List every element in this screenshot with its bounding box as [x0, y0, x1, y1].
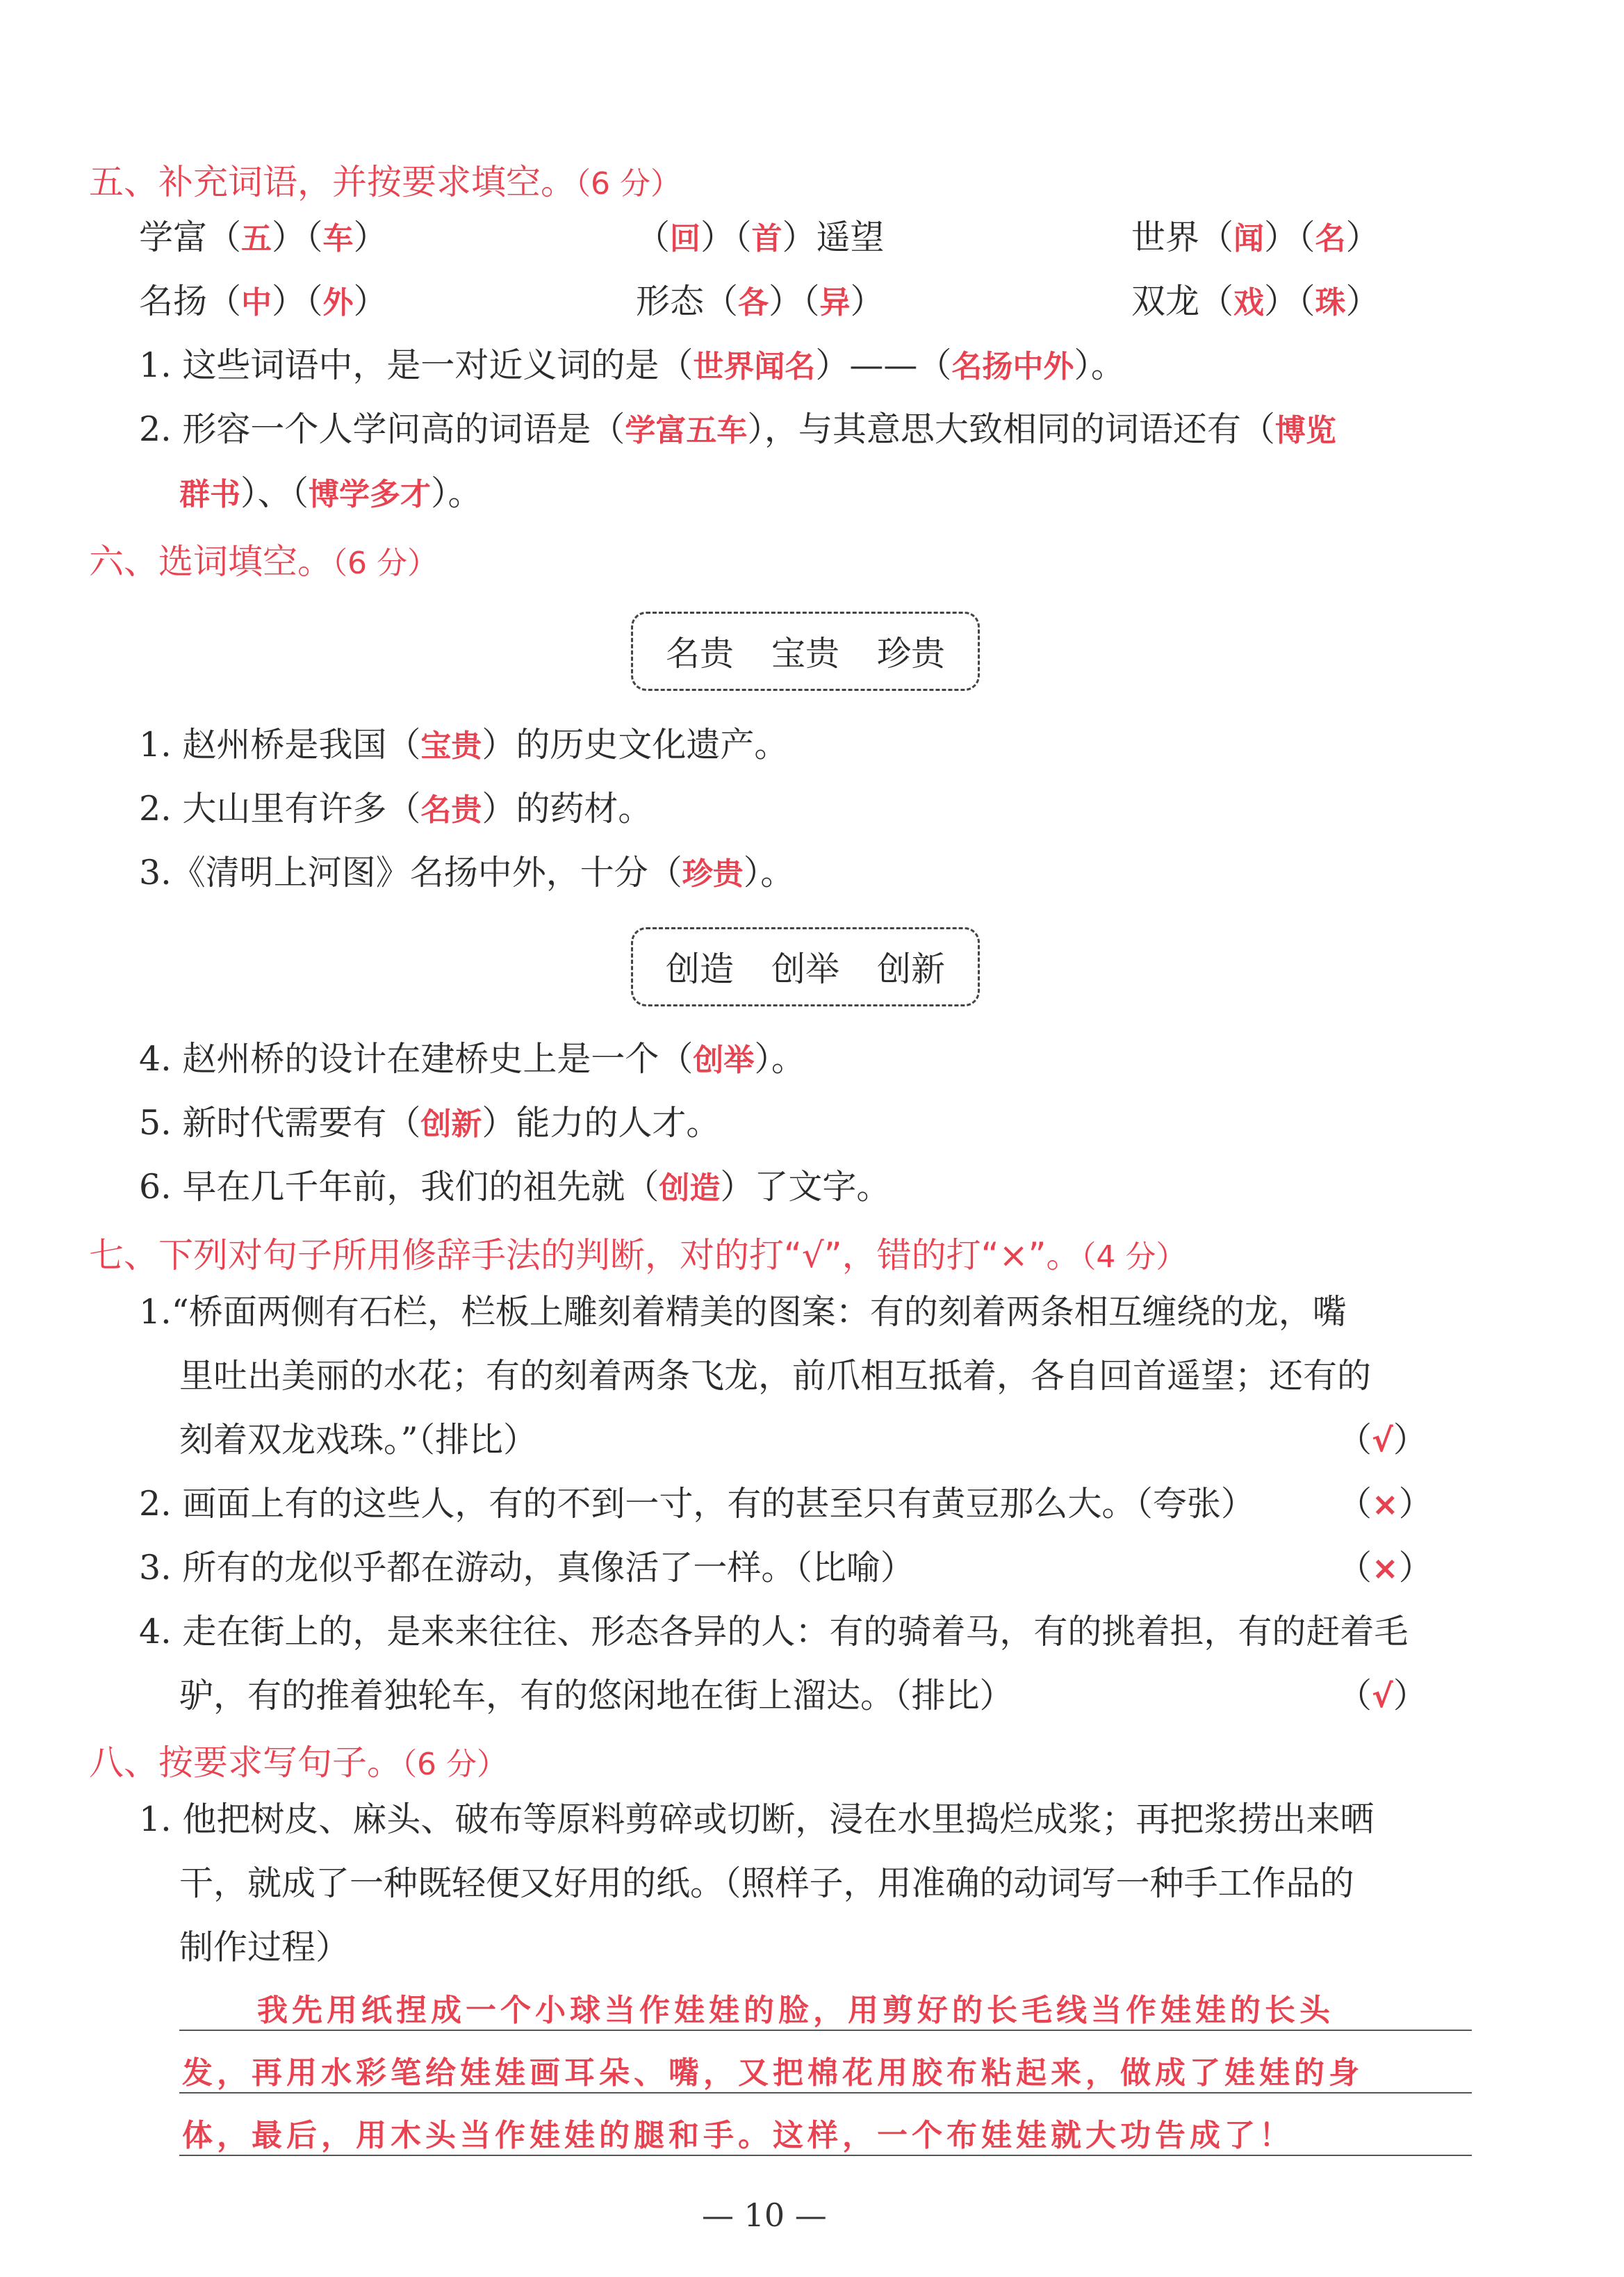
answer: 群书 — [179, 477, 240, 512]
idiom-4: 名扬（中）（外） — [139, 281, 388, 321]
section-7-title: 七、下列对句子所用修辞手法的判断，对的打“√”，错的打“×”。 — [89, 1235, 1081, 1275]
check-mark: √ — [1372, 1677, 1393, 1715]
section-5-points: （6 分） — [575, 166, 681, 202]
s5-question-2: 2. 形容一个人学问高的词语是（学富五车），与其意思大致相同的词语还有（博览 — [139, 409, 1336, 449]
answer: 名 — [1315, 221, 1346, 256]
s7-question-4-line-1: 4. 走在街上的，是来来往往、形态各异的人：有的骑着马，有的挑着担，有的赶着毛 — [139, 1612, 1409, 1651]
written-answer-line-3: 体，最后，用木头当作娃娃的腿和手。这样，一个布娃娃就大功告成了！ — [182, 2118, 1294, 2153]
section-6-points: （6 分） — [332, 546, 438, 581]
word-option: 创造 — [665, 949, 734, 989]
answer-rule — [179, 2092, 1472, 2094]
judge-box-2: （×） — [1338, 1484, 1433, 1524]
answer: 珠 — [1315, 285, 1346, 320]
answer-rule — [179, 2155, 1472, 2156]
cross-mark: × — [1372, 1549, 1399, 1587]
answer: 闻 — [1233, 221, 1265, 256]
word-option: 创新 — [877, 949, 946, 989]
written-answer-line-1: 我先用纸捏成一个小球当作娃娃的脸，用剪好的长毛线当作娃娃的长头 — [257, 1993, 1334, 2028]
section-7-points: （4 分） — [1081, 1239, 1187, 1275]
s7-question-2: 2. 画面上有的这些人，有的不到一寸，有的甚至只有黄豆那么大。（夸张） — [139, 1484, 1255, 1524]
word-option: 珍贵 — [877, 634, 946, 674]
section-8-heading — [89, 1735, 507, 1785]
answer: 戏 — [1233, 285, 1265, 320]
judge-box-3: （×） — [1338, 1548, 1433, 1588]
answer: 宝贵 — [420, 728, 482, 764]
s5-question-1: 1. 这些词语中，是一对近义词的是（世界闻名）——（名扬中外）。 — [139, 345, 1125, 385]
s6-question-1: 1. 赵州桥是我国（宝贵）的历史文化遗产。 — [139, 725, 789, 765]
answer: 首 — [751, 221, 782, 256]
answer: 各 — [738, 285, 769, 320]
section-8-title: 八、按要求写句子。 — [89, 1743, 402, 1783]
s6-question-4: 4. 赵州桥的设计在建桥史上是一个（创举）。 — [139, 1039, 805, 1079]
check-mark: √ — [1372, 1421, 1393, 1459]
s6-question-5: 5. 新时代需要有（创新）能力的人才。 — [139, 1103, 721, 1143]
s7-question-1-line-2: 里吐出美丽的水花；有的刻着两条飞龙，前爪相互抵着，各自回首遥望；还有的 — [179, 1356, 1372, 1396]
answer: 名扬中外 — [951, 349, 1074, 384]
answer: 外 — [322, 285, 354, 320]
s8-question-1-line-3: 制作过程） — [179, 1927, 350, 1967]
s7-question-4-line-2: 驴，有的推着独轮车，有的悠闲地在街上溜达。（排比） — [179, 1676, 1014, 1715]
judge-box-4: （√） — [1338, 1676, 1427, 1715]
answer: 回 — [670, 221, 701, 256]
answer: 创举 — [693, 1043, 755, 1078]
judge-box-1: （√） — [1338, 1420, 1427, 1460]
s5-question-2-cont: 群书）、（博学多才）。 — [179, 473, 482, 513]
answer: 名贵 — [420, 792, 482, 828]
answer: 五 — [241, 221, 272, 256]
answer: 异 — [819, 285, 851, 320]
word-option: 名贵 — [665, 634, 734, 674]
word-option: 创举 — [771, 949, 839, 989]
s6-question-6: 6. 早在几千年前，我们的祖先就（创造）了文字。 — [139, 1167, 891, 1207]
idiom-6: 双龙（戏）（珠） — [1131, 281, 1380, 321]
idiom-2: （回）（首）遥望 — [636, 218, 885, 257]
written-answer-line-2: 发，再用水彩笔给娃娃画耳朵、嘴，又把棉花用胶布粘起来，做成了娃娃的身 — [182, 2055, 1363, 2091]
s6-question-2: 2. 大山里有许多（名贵）的药材。 — [139, 789, 653, 829]
answer: 创新 — [420, 1107, 482, 1142]
page-number: — 10 — — [702, 2196, 827, 2234]
s6-question-3: 3.《清明上河图》名扬中外，十分（珍贵）。 — [139, 853, 795, 892]
answer: 博学多才 — [309, 477, 432, 512]
answer-rule — [179, 2030, 1472, 2031]
word-option: 宝贵 — [771, 634, 839, 674]
answer: 中 — [241, 285, 272, 320]
s8-question-1-line-2: 干，就成了一种既轻便又好用的纸。（照样子，用准确的动词写一种手工作品的 — [179, 1863, 1354, 1903]
s7-question-3: 3. 所有的龙似乎都在游动，真像活了一样。（比喻） — [139, 1548, 914, 1588]
cross-mark: × — [1372, 1485, 1399, 1523]
idiom-3: 世界（闻）（名） — [1131, 218, 1380, 257]
word-box-1 — [631, 612, 980, 691]
answer: 博览 — [1274, 413, 1336, 448]
word-box-2 — [631, 927, 980, 1006]
idiom-5: 形态（各）（异） — [636, 281, 885, 321]
section-6-title: 六、选词填空。 — [89, 541, 332, 582]
answer: 车 — [322, 221, 354, 256]
section-8-points: （6 分） — [402, 1747, 507, 1782]
answer: 世界闻名 — [693, 349, 816, 384]
idiom-1: 学富（五）（车） — [139, 218, 388, 257]
section-6-heading — [89, 534, 438, 584]
answer: 珍贵 — [682, 856, 744, 892]
s7-question-1-line-3: 刻着双龙戏珠。”（排比） — [179, 1420, 538, 1460]
section-7-heading — [89, 1227, 1186, 1278]
answer: 创造 — [659, 1170, 721, 1206]
s7-question-1-line-1: 1.“桥面两侧有石栏，栏板上雕刻着精美的图案：有的刻着两条相互缠绕的龙，嘴 — [139, 1292, 1347, 1332]
answer: 学富五车 — [625, 413, 748, 448]
s8-question-1-line-1: 1. 他把树皮、麻头、破布等原料剪碎或切断，浸在水里捣烂成浆；再把浆捞出来晒 — [139, 1799, 1375, 1839]
section-5-title: 五、补充词语，并按要求填空。 — [89, 162, 575, 202]
section-5-heading — [89, 154, 681, 204]
